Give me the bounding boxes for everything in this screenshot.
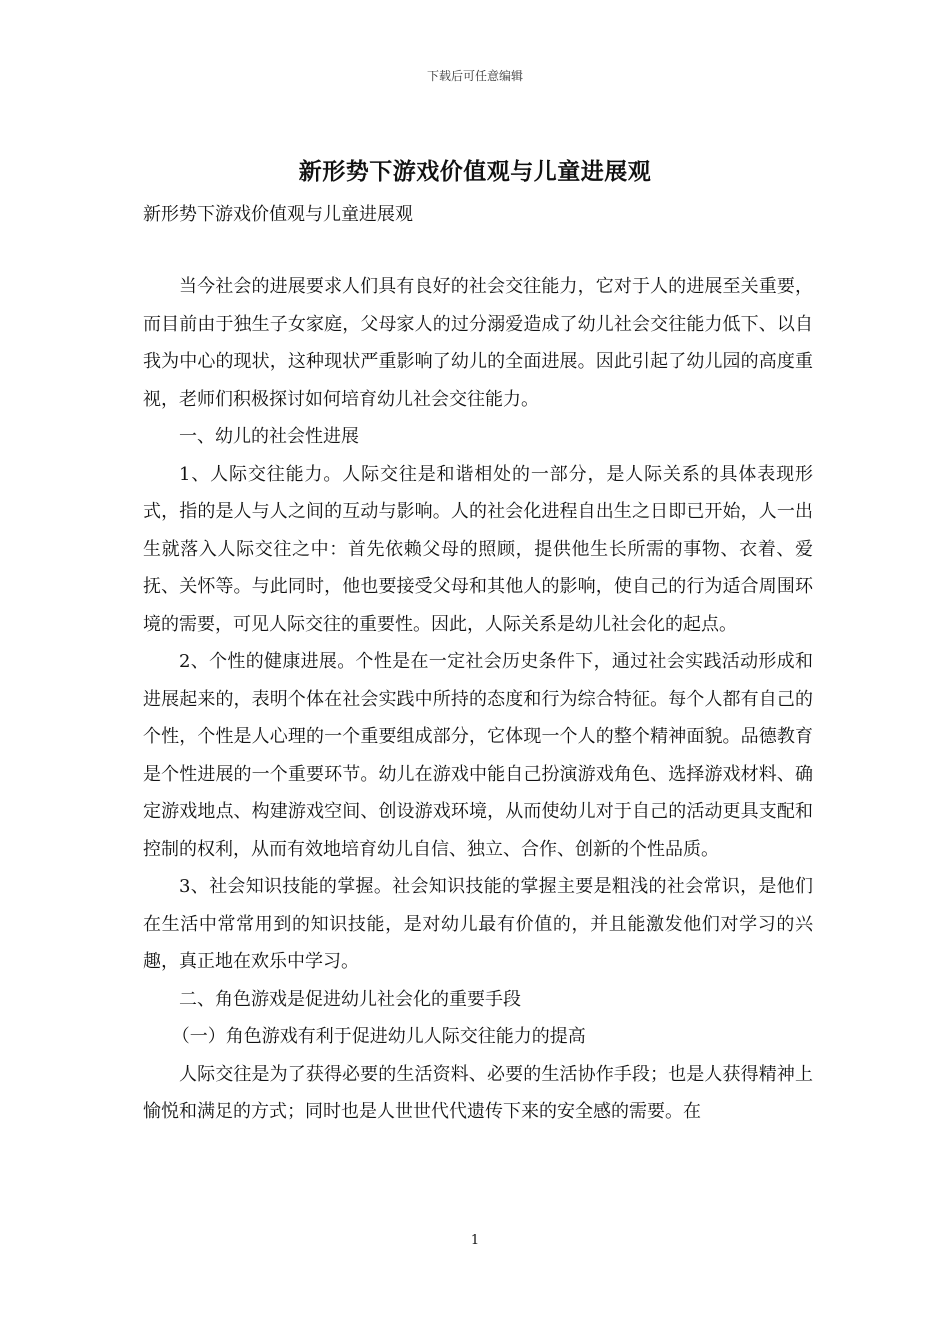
document-body — [143, 268, 813, 1131]
section-heading-1: 一、幼儿的社会性进展 — [179, 426, 359, 447]
document-subtitle: 新形势下游戏价值观与儿童进展观 — [143, 204, 413, 225]
document-title: 新形势下游戏价值观与儿童进展观 — [298, 158, 652, 185]
page-header-note: 下载后可任意编辑 — [426, 69, 523, 83]
paragraph-role-play: 人际交往是为了获得必要的生活资料、必要的生活协作手段；也是人获得精神上愉悦和满足的方式；同时也是人世世代代遗传下来的安全感的需要。在 — [143, 1063, 813, 1122]
paragraph-interpersonal: 1、人际交往能力。人际交往是和谐相处的一部分，是人际关系的具体表现形式，指的是人与人之间的互动与影响。人的社会化进程自出生之日即已开始，人一出生就落入人际交往之中：首先依赖父母的照顾，提供他生长所需的事物、衣着、爱抚、关怀等。与此同时，他也要接受父母和其他人的影响，使自己的行为适合周围环境的需要，可见人际交往的重要性。因此，人际关系是幼儿社会化的起点。 — [143, 463, 813, 635]
subsection-heading-1: （一）角色游戏有利于促进幼儿人际交往能力的提高 — [171, 1026, 586, 1047]
paragraph-intro: 当今社会的进展要求人们具有良好的社会交往能力，它对于人的进展至关重要，而目前由于独生子女家庭，父母家人的过分溺爱造成了幼儿社会交往能力低下、以自我为中心的现状，这种现状严重影响了幼儿的全面进展。因此引起了幼儿园的高度重视，老师们积极探讨如何培育幼儿社会交往能力。 — [143, 276, 813, 410]
page-number: 1 — [470, 1233, 480, 1248]
paragraph-social-knowledge: 3、社会知识技能的掌握。社会知识技能的掌握主要是粗浅的社会常识，是他们在生活中常常用到的知识技能，是对幼儿最有价值的，并且能激发他们对学习的兴趣，真正地在欢乐中学习。 — [143, 876, 813, 972]
section-heading-2: 二、角色游戏是促进幼儿社会化的重要手段 — [179, 988, 521, 1010]
paragraph-personality: 2、个性的健康进展。个性是在一定社会历史条件下，通过社会实践活动形成和进展起来的，表明个体在社会实践中所持的态度和行为综合特征。每个人都有自己的个性，个性是人心理的一个重要组成部分，它体现一个人的整个精神面貌。品德教育是个性进展的一个重要环节。幼儿在游戏中能自己扮演游戏角色、选择游戏材料、确定游戏地点、构建游戏空间、创设游戏环境，从而使幼儿对于自己的活动更具支配和控制的权利，从而有效地培育幼儿自信、独立、合作、创新的个性品质。 — [143, 651, 813, 860]
